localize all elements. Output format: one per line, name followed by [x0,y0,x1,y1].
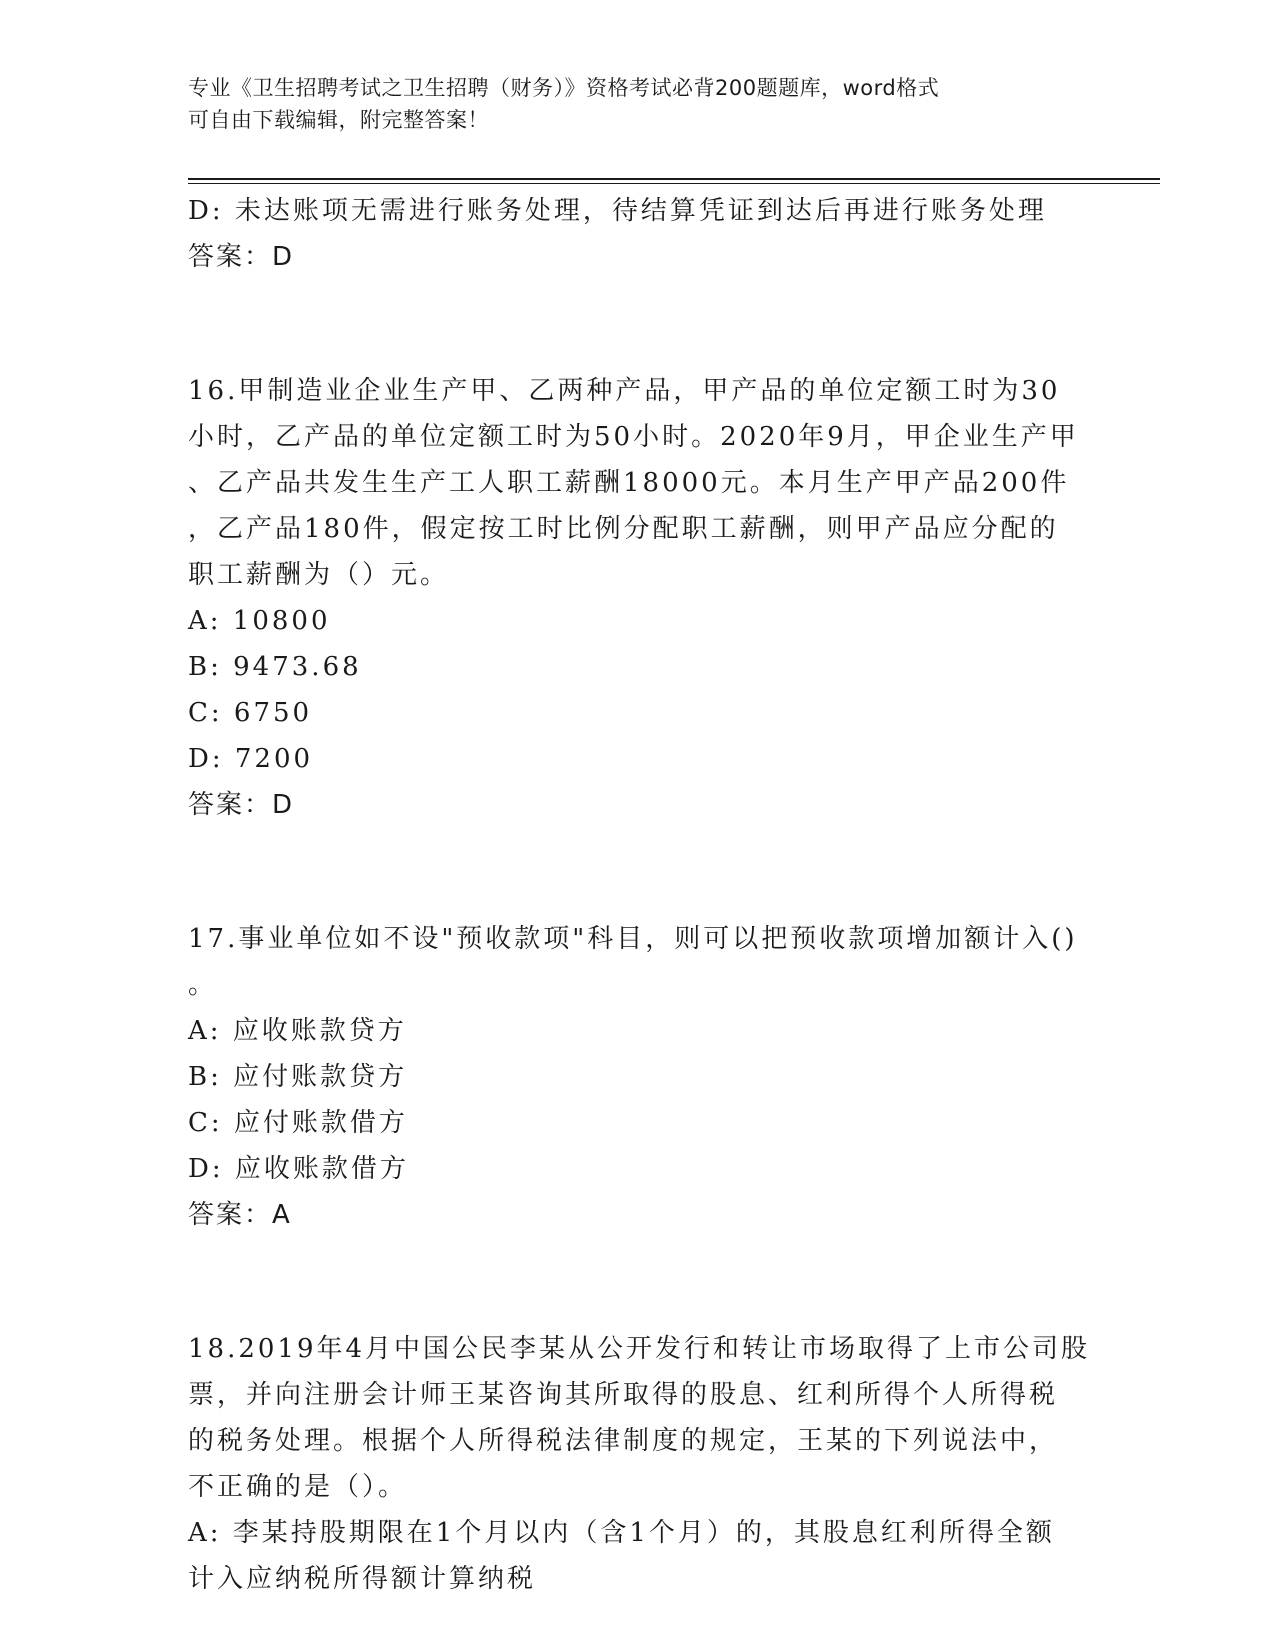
question-text-line: 小时，乙产品的单位定额工时为50小时。2020年9月，甲企业生产甲 [188,422,1079,452]
question-text-line: 职工薪酬为（）元。 [188,560,450,590]
question-text-line: ，乙产品180件，假定按工时比例分配职工薪酬，则甲产品应分配的 [188,514,1059,544]
question-16 [188,368,1088,828]
question-text-line: 16.甲制造业企业生产甲、乙两种产品，甲产品的单位定额工时为30 [188,376,1061,406]
option-d: D: 应收账款借方 [188,1154,409,1184]
option-a: A: 10800 [188,606,331,636]
answer-line: 答案：D [188,242,295,272]
question-text-line: 不正确的是（）。 [188,1472,408,1502]
option-a: A: 李某持股期限在1个月以内（含1个月）的，其股息红利所得全额 [188,1518,1055,1548]
question-text-line: 、乙产品共发生生产工人职工薪酬18000元。本月生产甲产品200件 [188,468,1070,498]
option-c: C: 应付账款借方 [188,1108,408,1138]
question-text-line: 。 [188,970,218,1000]
question-text-line: 18.2019年4月中国公民李某从公开发行和转让市场取得了上市公司股 [188,1334,1091,1364]
option-a-continued: 计入应纳税所得额计算纳税 [188,1564,537,1594]
answer-line: 答案：A [188,1200,292,1230]
question-18 [188,1326,1091,1602]
question-text-line: 的税务处理。根据个人所得税法律制度的规定，王某的下列说法中， [188,1426,1059,1456]
page-header [188,72,1068,136]
option-b: B: 应付账款贷方 [188,1062,408,1092]
option-a: A: 应收账款贷方 [188,1016,407,1046]
option-b: B: 9473.68 [188,652,362,682]
header-divider-thin [188,183,1160,184]
question-text-line: 票，并向注册会计师王某咨询其所取得的股息、红利所得个人所得税 [188,1380,1059,1410]
option-d: D: 未达账项无需进行账务处理，待结算凭证到达后再进行账务处理 [188,196,1047,226]
previous-question-tail [188,188,1088,280]
header-line-1: 专业《卫生招聘考试之卫生招聘（财务）》资格考试必背200题题库，word格式 [188,76,940,100]
question-text-line: 17.事业单位如不设"预收款项"科目，则可以把预收款项增加额计入() [188,924,1078,954]
header-divider-thick [188,178,1160,180]
document-body [188,188,1091,1602]
header-line-2: 可自由下载编辑，附完整答案！ [188,108,489,132]
option-c: C: 6750 [188,698,313,728]
answer-line: 答案：D [188,790,295,820]
option-d: D: 7200 [188,744,314,774]
question-17 [188,916,1088,1238]
